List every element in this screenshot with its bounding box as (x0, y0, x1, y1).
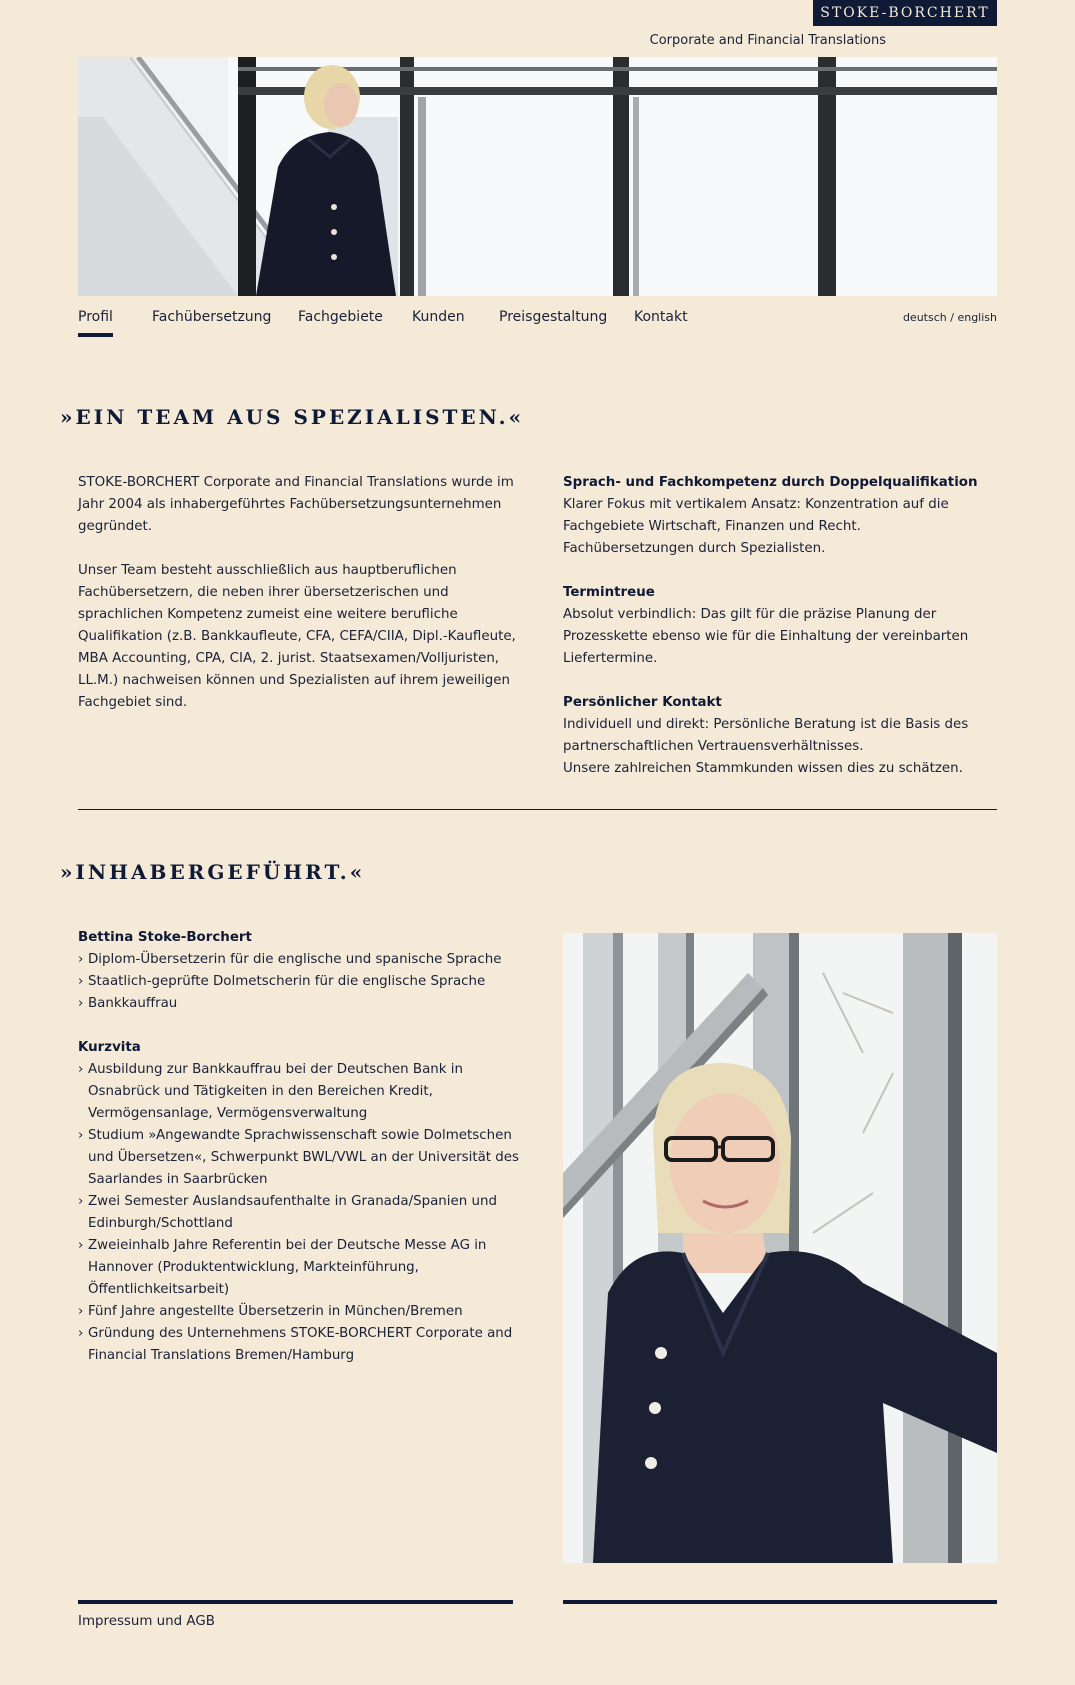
list-item: › Gründung des Unternehmens STOKE-BORCHERT Corporate and Financial Translations Bremen/Hamburg (78, 1323, 520, 1367)
list-item: › Staatlich-geprüfte Dolmetscherin für die englische Sprache (78, 971, 520, 993)
section-heading-owner: »INHABERGEFÜHRT.« (60, 860, 366, 884)
intro-paragraph: STOKE-BORCHERT Corporate and Financial Translations wurde im Jahr 2004 als inhabergeführtes Fachübersetzungsunternehmen gegründet. (78, 475, 514, 534)
team-intro-column (78, 472, 520, 736)
lang-deutsch-link[interactable]: deutsch (902, 311, 947, 324)
nav-fachuebersetzung[interactable]: Fachübersetzung (152, 309, 272, 325)
team-paragraph: Unser Team besteht ausschließlich aus hauptberuflichen Fachübersetzern, die neben ihrer übersetzerischen und sprachlichen Kompetenz zumeist eine weitere berufliche Qualifikation (z.B. Bankkaufleute, CFA, CEFA/CIIA, Dipl.-Kaufleute, MBA Accounting, CPA, CIA, 2. jurist. Staatsexamen/Volljuristen, LL.M.) nachweisen können und Spezialisten auf ihrem jeweiligen Fachgebiet sind. (78, 563, 516, 710)
brand-logo[interactable]: STOKE-BORCHERT (813, 0, 997, 26)
nav-fachgebiete[interactable]: Fachgebiete (298, 309, 383, 325)
cv-list (78, 1059, 520, 1367)
nav-profil[interactable]: Profil (78, 309, 113, 325)
tagline: Corporate and Financial Translations (649, 33, 886, 48)
feature-title: Termintreue (563, 585, 655, 600)
owner-name: Bettina Stoke-Borchert (78, 930, 252, 945)
list-item: › Bankkauffrau (78, 993, 520, 1015)
owner-column (78, 927, 520, 1389)
feature-block (563, 472, 1003, 560)
feature-text: Klarer Fokus mit vertikalem Ansatz: Konzentration auf die Fachgebiete Wirtschaft, Finanzen und Recht. (563, 497, 949, 534)
list-item: › Fünf Jahre angestellte Übersetzerin in München/Bremen (78, 1301, 520, 1323)
lang-separator: / (946, 311, 958, 324)
list-item: › Ausbildung zur Bankkauffrau bei der Deutschen Bank in Osnabrück und Tätigkeiten in den Bereichen Kredit, Vermögensanlage, Vermögensverwaltung (78, 1059, 520, 1125)
feature-block (563, 582, 1003, 670)
cv-title: Kurzvita (78, 1040, 141, 1055)
qualification-list (78, 949, 520, 1015)
list-item: › Zweieinhalb Jahre Referentin bei der Deutsche Messe AG in Hannover (Produktentwicklung, Markteinführung, Öffentlichkeitsarbeit) (78, 1235, 520, 1301)
footer-bar-left (78, 1600, 513, 1604)
section-heading-team: »EIN TEAM AUS SPEZIALISTEN.« (60, 405, 525, 429)
hero-photo (78, 57, 997, 296)
feature-title: Persönlicher Kontakt (563, 695, 722, 710)
team-features-column (563, 472, 1003, 780)
footer-bar-right (563, 1600, 997, 1604)
impressum-link[interactable]: Impressum und AGB (78, 1614, 215, 1629)
feature-title: Sprach- und Fachkompetenz durch Doppelqualifikation (563, 475, 978, 490)
section-divider (78, 809, 997, 810)
list-item: › Studium »Angewandte Sprachwissenschaft sowie Dolmetschen und Übersetzen«, Schwerpunkt BWL/VWL an der Universität des Saarlandes in Saarbrücken (78, 1125, 520, 1191)
nav-preisgestaltung[interactable]: Preisgestaltung (499, 309, 608, 325)
language-switcher (903, 311, 997, 324)
lang-english-link[interactable]: english (957, 311, 997, 324)
feature-text: Absolut verbindlich: Das gilt für die präzise Planung der Prozesskette ebenso wie für die Einhaltung der vereinbarten Liefertermine. (563, 607, 969, 666)
nav-kontakt[interactable]: Kontakt (634, 309, 688, 325)
main-nav (78, 307, 997, 341)
feature-text: Unsere zahlreichen Stammkunden wissen dies zu schätzen. (563, 761, 963, 776)
feature-text: Individuell und direkt: Persönliche Beratung ist die Basis des partnerschaftlichen Vertrauensverhältnisses. (563, 717, 969, 754)
feature-block (563, 692, 1003, 780)
feature-text: Fachübersetzungen durch Spezialisten. (563, 541, 826, 556)
list-item: › Diplom-Übersetzerin für die englische und spanische Sprache (78, 949, 520, 971)
list-item: › Zwei Semester Auslandsaufenthalte in Granada/Spanien und Edinburgh/Schottland (78, 1191, 520, 1235)
owner-portrait-photo (563, 933, 997, 1563)
nav-kunden[interactable]: Kunden (412, 309, 465, 325)
